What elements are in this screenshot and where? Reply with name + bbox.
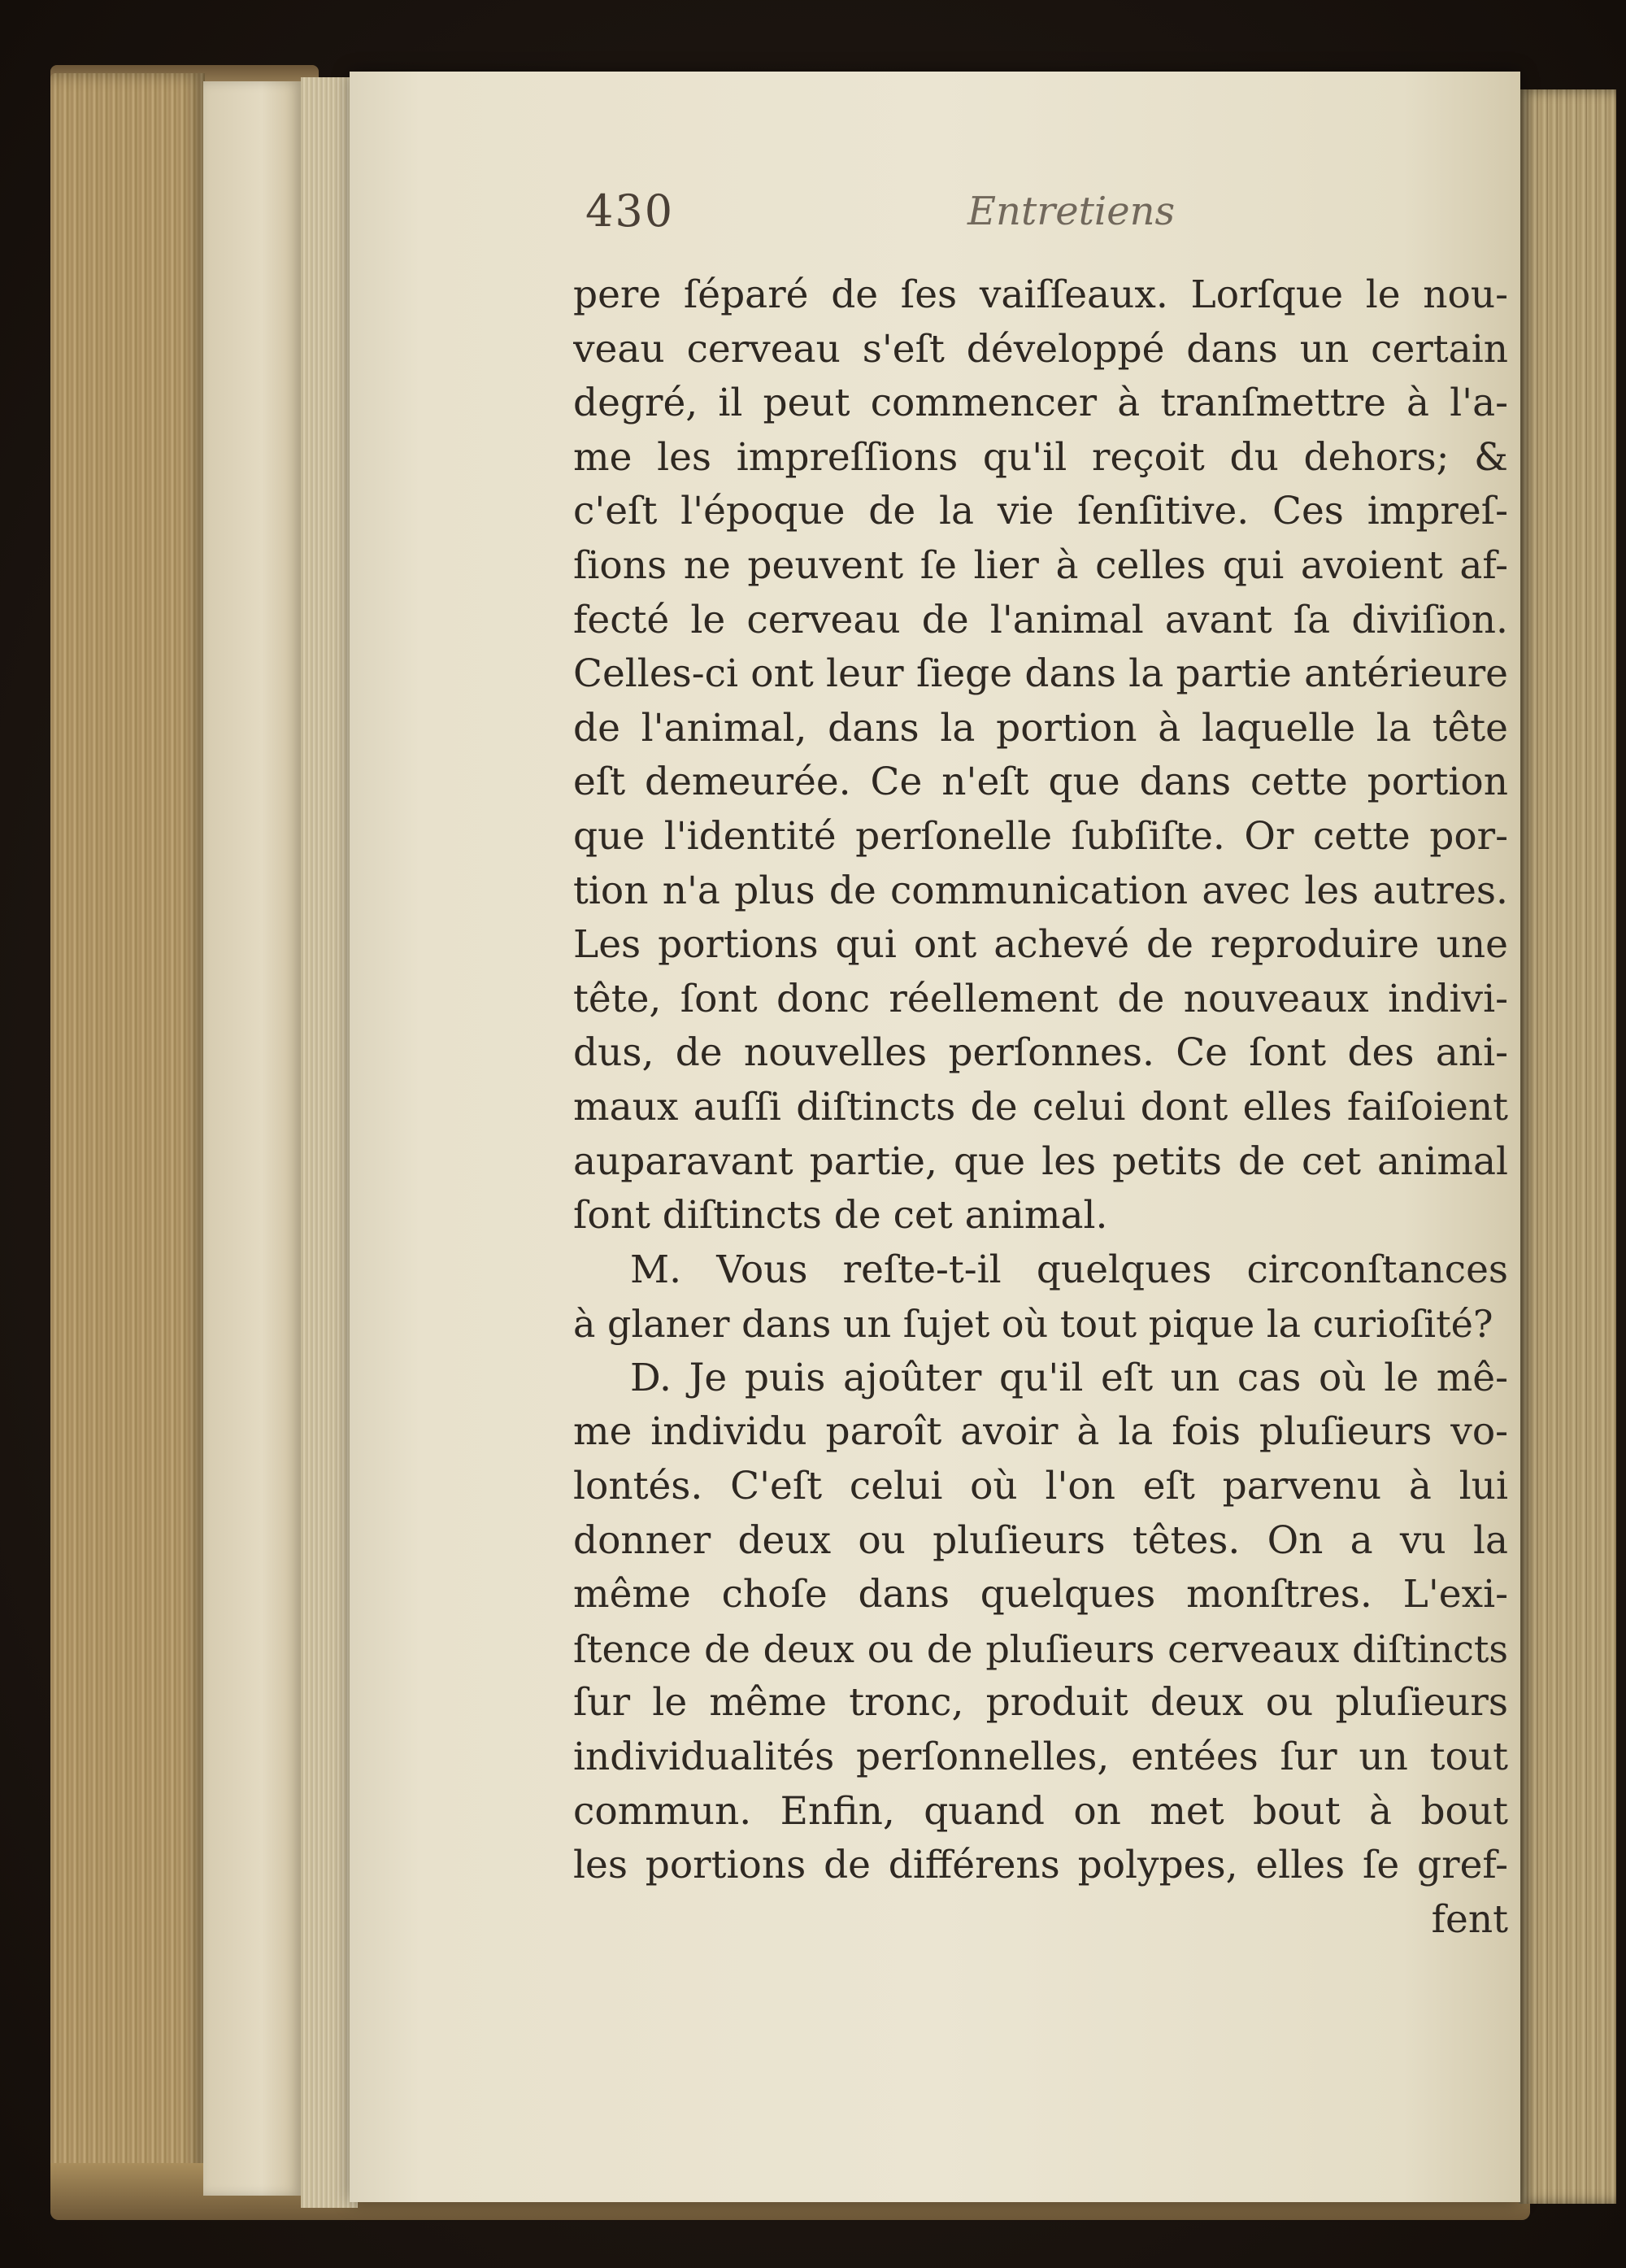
text-line: me les impreſſions qu'il reçoit du dehors; & — [573, 434, 1508, 480]
text-line: D. Je puis ajoûter qu'il eſt un cas où le mê- — [630, 1355, 1508, 1400]
running-head: Entretiens — [967, 189, 1176, 234]
text-line: pere ſéparé de ſes vaiſſeaux. Lorſque le nou- — [573, 272, 1508, 317]
text-line: commun. Enfin, quand on met bout à bout — [573, 1788, 1508, 1834]
text-line: de l'animal, dans la portion à laquelle la tête — [573, 705, 1508, 751]
text-line: Les portions qui ont achevé de reproduire une — [573, 922, 1508, 968]
text-line: degré, il peut commencer à tranſmettre à l'a- — [573, 381, 1508, 426]
text-line: tion n'a plus de communication avec les autres. — [573, 868, 1508, 913]
text-line: veau cerveau s'eſt développé dans un certain — [573, 326, 1508, 372]
text-line: ſions ne peuvent ſe lier à celles qui avoient af- — [573, 542, 1508, 588]
page-number: 430 — [585, 185, 675, 237]
text-line: ſtence de deux ou de pluſieurs cerveaux diſtincts — [573, 1626, 1508, 1671]
text-line: fecté le cerveau de l'animal avant ſa diviſion. — [573, 597, 1508, 642]
text-line: auparavant partie, que les petits de cet animal — [573, 1138, 1508, 1184]
text-line: individualités perſonnelles, entées ſur un tout — [573, 1735, 1508, 1780]
text-line: Celles-ci ont leur ſiege dans la partie antérieure — [573, 651, 1508, 697]
text-line: tête, ſont donc réellement de nouveaux indivi- — [573, 976, 1508, 1021]
text-line: M. Vous reſte-t-il quelques circonſtances — [630, 1247, 1508, 1292]
catchword: fent — [1431, 1896, 1508, 1942]
facing-page-strip — [203, 81, 301, 2196]
page-header — [585, 185, 1512, 250]
text-line: dus, de nouvelles perſonnes. Ce ſont des ani- — [573, 1030, 1508, 1076]
page-block-left-edge — [50, 73, 205, 2212]
text-line: ſur le même tronc, produit deux ou pluſieurs — [573, 1680, 1508, 1726]
text-line: c'eſt l'époque de la vie ſenſitive. Ces impreſ- — [573, 489, 1508, 534]
text-line: ſont diſtincts de cet animal. — [573, 1193, 1108, 1238]
text-line: donner deux ou pluſieurs têtes. On a vu la — [573, 1517, 1508, 1563]
page-block-right-edge — [1519, 89, 1616, 2204]
text-line: me individu paroît avoir à la fois pluſieurs vo- — [573, 1409, 1508, 1455]
body-text — [573, 268, 1508, 1947]
text-line: que l'identité perſonelle ſubſiſte. Or cette por- — [573, 813, 1508, 859]
text-line: maux auſſi diſtincts de celui dont elles faiſoient — [573, 1084, 1508, 1130]
text-line: à glaner dans un ſujet où tout pique la curioſité? — [573, 1302, 1493, 1347]
text-line: même choſe dans quelques monſtres. L'exi- — [573, 1572, 1508, 1617]
text-line: lontés. C'eſt celui où l'on eſt parvenu à lui — [573, 1464, 1508, 1509]
text-line: eſt demeurée. Ce n'eſt que dans cette portion — [573, 760, 1508, 805]
text-line: les portions de différens polypes, elles ſe gref- — [573, 1843, 1508, 1888]
